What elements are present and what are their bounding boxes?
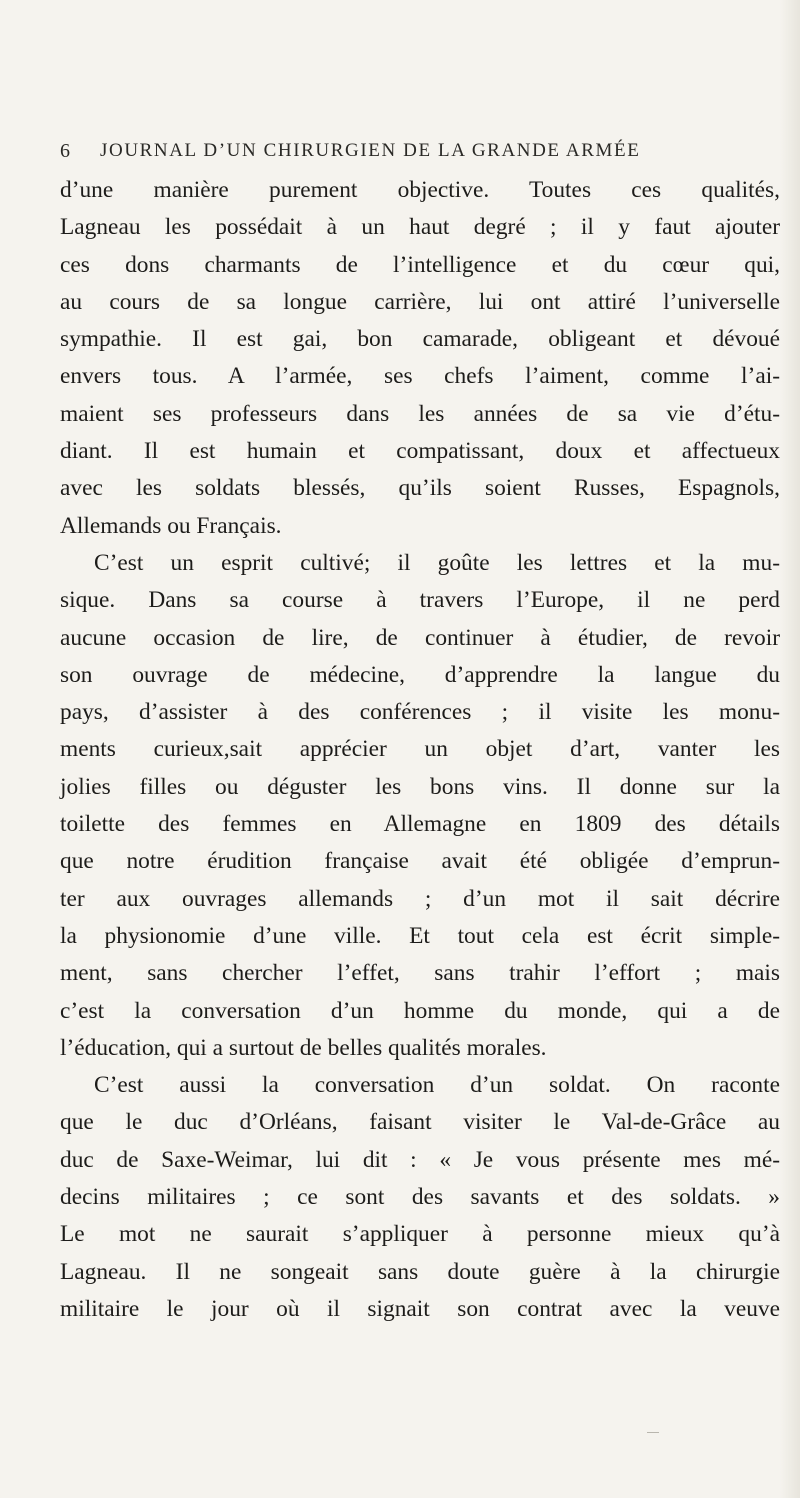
text-line: decins militaires ; ce sont des savants et des soldats. » xyxy=(60,1184,780,1211)
running-head xyxy=(60,140,780,170)
page-number: 6 xyxy=(60,140,72,162)
text-line: diant. Il est humain et compatissant, doux et affectueux xyxy=(60,438,780,465)
text-line: que notre érudition française avait été obligée d’emprun- xyxy=(60,848,780,875)
text-line: la physionomie d’une ville. Et tout cela est écrit simple- xyxy=(60,922,780,949)
text-line: aucune occasion de lire, de continuer à étudier, de revoir xyxy=(60,624,780,651)
text-line: maient ses professeurs dans les années de sa vie d’étu- xyxy=(60,400,780,427)
text-line: Allemands ou Français. xyxy=(60,512,282,539)
body-text xyxy=(60,172,780,1328)
text-line: au cours de sa longue carrière, lui ont attiré l’universelle xyxy=(60,288,780,315)
text-line: jolies filles ou déguster les bons vins. Il donne sur la xyxy=(60,773,780,800)
text-line: Le mot ne saurait s’appliquer à personne mieux qu’à xyxy=(60,1221,780,1248)
text-line: que le duc d’Orléans, faisant visiter le Val-de-Grâce au xyxy=(60,1109,780,1136)
text-line: ments curieux,sait apprécier un objet d’art, vanter les xyxy=(60,736,780,763)
text-line: sique. Dans sa course à travers l’Europe, il ne perd xyxy=(60,587,780,614)
page-edge-shadow xyxy=(780,0,800,1498)
text-line: d’une manière purement objective. Toutes ces qualités, xyxy=(60,177,780,203)
text-line: C’est aussi la conversation d’un soldat. On raconte xyxy=(94,1072,780,1099)
text-line: avec les soldats blessés, qu’ils soient Russes, Espagnols, xyxy=(60,475,780,502)
text-line: toilette des femmes en Allemagne en 1809 des détails xyxy=(60,811,780,838)
text-line: Lagneau. Il ne songeait sans doute guère à la chirurgie xyxy=(60,1258,780,1285)
stray-mark xyxy=(647,1432,659,1433)
text-line: C’est un esprit cultivé; il goûte les lettres et la mu- xyxy=(94,549,780,576)
text-line: l’éducation, qui a surtout de belles qualités morales. xyxy=(60,1034,547,1061)
running-title: JOURNAL D’UN CHIRURGIEN DE LA GRANDE ARMÉE xyxy=(100,140,641,161)
text-line: envers tous. A l’armée, ses chefs l’aiment, comme l’ai- xyxy=(60,363,780,390)
text-line: c’est la conversation d’un homme du monde, qui a de xyxy=(60,997,780,1024)
text-line: pays, d’assister à des conférences ; il visite les monu- xyxy=(60,699,780,726)
text-line: sympathie. Il est gai, bon camarade, obligeant et dévoué xyxy=(60,326,780,353)
text-line: ment, sans chercher l’effet, sans trahir l’effort ; mais xyxy=(60,960,780,987)
text-line: militaire le jour où il signait son contrat avec la veuve xyxy=(60,1295,780,1322)
text-line: Lagneau les possédait à un haut degré ; il y faut ajouter xyxy=(60,214,780,241)
text-line: duc de Saxe-Weimar, lui dit : « Je vous présente mes mé- xyxy=(60,1146,780,1173)
text-line: ter aux ouvrages allemands ; d’un mot il sait décrire xyxy=(60,885,780,912)
text-line: ces dons charmants de l’intelligence et du cœur qui, xyxy=(60,251,780,278)
text-line: son ouvrage de médecine, d’apprendre la langue du xyxy=(60,661,780,688)
